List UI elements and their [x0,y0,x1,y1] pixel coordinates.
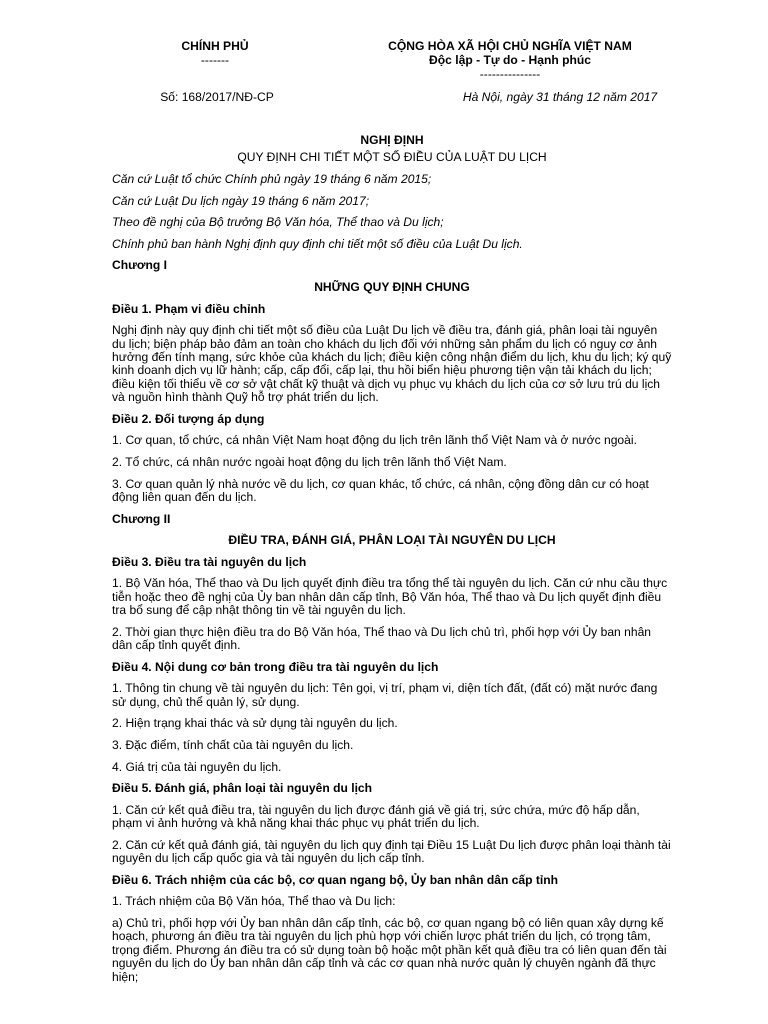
article-item: 1. Căn cứ kết quả điều tra, tài nguyên du lịch được đánh giá về giá trị, sức chứa, mức độ hấp dẫn, phạm vi ảnh hưởng và khả năng khai thác phục vụ phát triển du lịch. [112,802,640,831]
chapter-title: NHỮNG QUY ĐỊNH CHUNG [314,279,470,294]
preamble-line: Chính phủ ban hành Nghị định quy định chi tiết một số điều của Luật Du lịch. [112,236,523,251]
article-item: 3. Đặc điểm, tính chất của tài nguyên du lịch. [112,737,354,752]
document-title: QUY ĐỊNH CHI TIẾT MỘT SỐ ĐIỀU CỦA LUẬT DU LỊCH [237,150,547,165]
article-title: Điều 5. Đánh giá, phân loại tài nguyên du lịch [112,781,373,796]
preamble-line: Căn cứ Luật Du lịch ngày 19 tháng 6 năm 2017; [112,193,370,208]
preamble-line: Căn cứ Luật tổ chức Chính phủ ngày 19 tháng 6 năm 2015; [112,172,432,186]
article-paragraph: Nghị định này quy định chi tiết một số điều của Luật Du lịch về điều tra, đánh giá, phân loại tài nguyên du lịch; biện pháp bảo đảm an toàn cho khách du lịch đối với những sản phẩm du lịch có nguy cơ ảnh hưởng đến tính mạng, sức khỏe của khách du lịch; điều kiện công nhận điểm du lịch, khu du lịch; ký quỹ kinh doanh dịch vụ lữ hành; cấp, cấp đổi, cấp lại, thu hồi biển hiệu phương tiện vận tải khách du lịch; điều kiện tối thiểu về cơ sở vật chất kỹ thuật và dịch vụ phục vụ khách du lịch của cơ sở lưu trú du lịch và nguồn hình thành Quỹ hỗ trợ phát triển du lịch. [112,323,672,405]
article-item: 1. Bộ Văn hóa, Thể thao và Du lịch quyết định điều tra tổng thể tài nguyên du lịch. Căn cứ nhu cầu thực tiễn hoặc theo đề nghị của Ủy ban nhân dân cấp tỉnh, Bộ Văn hóa, Thể thao và Du lịch quyết định điều tra bổ sung để cập nhật thông tin về tài nguyên du lịch. [112,576,668,618]
article-item: 2. Căn cứ kết quả đánh giá, tài nguyên du lịch quy định tại Điều 15 Luật Du lịch được phân loại thành tài nguyên du lịch cấp quốc gia và tài nguyên du lịch cấp tỉnh. [112,837,671,866]
article-item: 2. Tổ chức, cá nhân nước ngoài hoạt động du lịch trên lãnh thổ Việt Nam. [112,454,507,469]
article-title: Điều 1. Phạm vi điều chỉnh [112,301,266,316]
document-type: NGHỊ ĐỊNH [360,133,424,147]
article-item: 4. Giá trị của tài nguyên du lịch. [112,759,282,774]
document-header [0,40,768,110]
agency-divider: ------- [200,53,230,67]
article-item: 2. Hiện trạng khai thác và sử dụng tài nguyên du lịch. [112,716,398,731]
national-motto: Độc lập - Tự do - Hạnh phúc [429,53,591,67]
article-item: 2. Thời gian thực hiện điều tra do Bộ Văn hóa, Thể thao và Du lịch chủ trì, phối hợp với Ủy ban nhân dân cấp tỉnh quyết định. [112,624,652,653]
article-title: Điều 2. Đối tượng áp dụng [112,411,265,426]
article-item: 3. Cơ quan quản lý nhà nước về du lịch, cơ quan khác, tổ chức, cá nhân, cộng đồng dân cư có hoạt động liên quan đến du lịch. [112,476,649,504]
document-body [112,134,672,992]
national-title: CỘNG HÒA XÃ HỘI CHỦ NGHĨA VIỆT NAM [388,39,632,53]
article-item: 1. Cơ quan, tổ chức, cá nhân Việt Nam hoạt động du lịch trên lãnh thổ Việt Nam và ở nước ngoài. [112,433,637,448]
motto-divider: --------------- [479,67,541,81]
issuing-agency: CHÍNH PHỦ [181,39,249,53]
article-title: Điều 3. Điều tra tài nguyên du lịch [112,554,307,569]
chapter-label: Chương I [112,258,167,273]
article-item: 1. Thông tin chung về tài nguyên du lịch: Tên gọi, vị trí, phạm vi, diện tích đất, (đất có) mặt nước đang sử dụng, chủ thể quản lý, sử dụng. [112,681,658,709]
article-title: Điều 4. Nội dung cơ bản trong điều tra tài nguyên du lịch [112,659,439,674]
chapter-label: Chương II [112,511,171,526]
chapter-title: ĐIỀU TRA, ĐÁNH GIÁ, PHÂN LOẠI TÀI NGUYÊN DU LỊCH [228,533,556,548]
article-item: 1. Trách nhiệm của Bộ Văn hóa, Thể thao và Du lịch: [112,894,396,909]
place-and-date: Hà Nội, ngày 31 tháng 12 năm 2017 [462,90,658,104]
document-number: Số: 168/2017/NĐ-CP [160,90,274,104]
article-title: Điều 6. Trách nhiệm của các bộ, cơ quan ngang bộ, Ủy ban nhân dân cấp tỉnh [112,872,559,887]
preamble-line: Theo đề nghị của Bộ trưởng Bộ Văn hóa, Thể thao và Du lịch; [112,215,444,230]
article-item: a) Chủ trì, phối hợp với Ủy ban nhân dân cấp tỉnh, các bộ, cơ quan ngang bộ có liên quan xây dựng kế hoạch, phương án điều tra tài nguyên du lịch phù hợp với chiến lược phát triển du lịch, có trọng tâm, trọng điểm. Phương án điều tra có sử dụng toàn bộ hoặc một phần kết quả điều tra có liên quan đến tài nguyên du lịch do Ủy ban nhân dân cấp tỉnh và các cơ quan nhà nước quản lý chuyên ngành đã thực hiện; [112,915,667,984]
